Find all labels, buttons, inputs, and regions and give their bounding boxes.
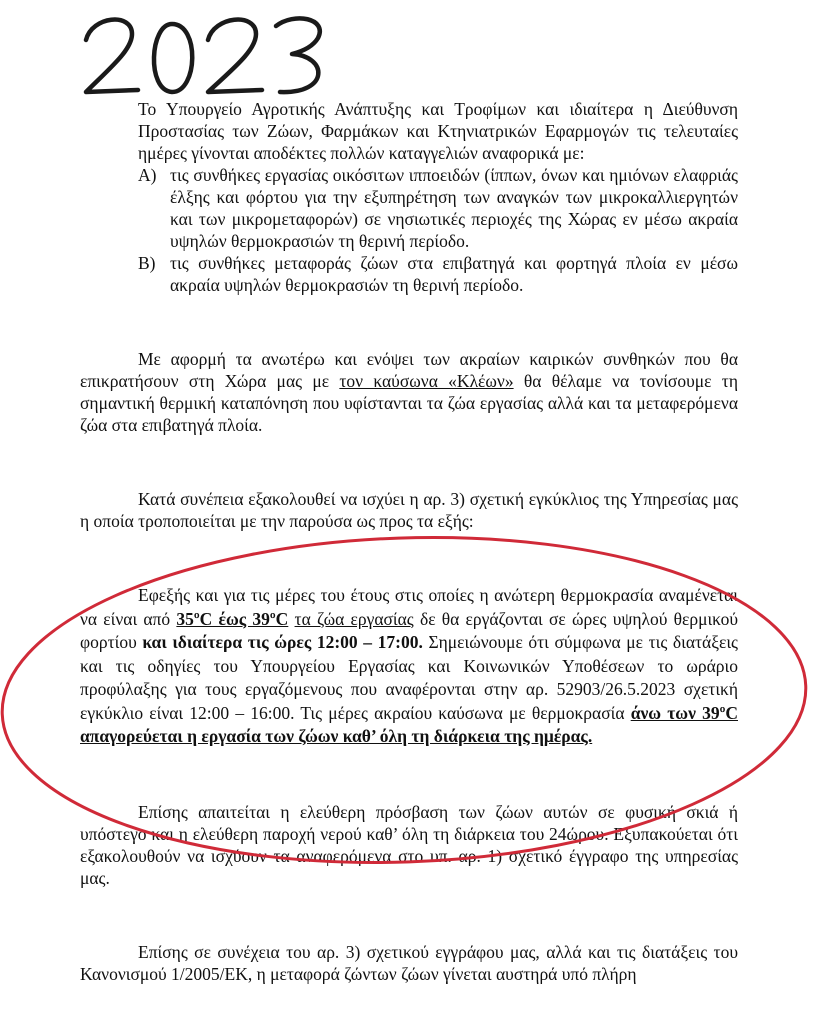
heatwave-name: τον καύσωνα «Κλέων»: [339, 371, 514, 391]
paragraph-circular: Κατά συνέπεια εξακολουθεί να ισχύει η αρ. 3) σχετική εγκύκλιος της Υπηρεσίας μας η οποία τροποποιείται με την παρούσα ως προς τα εξής:: [80, 489, 738, 531]
paragraph-heatwave: Με αφορμή τα ανωτέρω και ενόψει των ακραίων καιρικών συνθηκών που θα επικρατήσουν στη Χώρα μας με τον καύσωνα «Κλέων» θα θέλαμε να τονίσουμε τη σημαντική θερμική καταπόνηση που υφίστανται τα ζώα εργασίας αλλά και τα μεταφερόμενα ζώα στα επιβατηγά πλοία.: [80, 349, 738, 435]
list-item-text: τις συνθήκες μεταφοράς ζώων στα επιβατηγά και φορτηγά πλοία εν μέσω ακραία υψηλών θερμοκρασιών τη θερινή περίοδο.: [170, 253, 738, 295]
list-item-text: τις συνθήκες εργασίας οικόσιτων ιπποειδών (ίππων, όνων και ημιόνων ελαφριάς έλξης και φόρτου για την εξυπηρέτηση των αναγκών των μικροκαλλιεργητών και των μικρομεταφορών) σε νησιωτικές περιοχές της Χώρας εν μέσω ακραία υψηλών θερμοκρασιών τη θερινή περίοδο.: [170, 165, 738, 251]
temperature-range: 35ºC έως 39ºC: [176, 608, 289, 629]
list-item: [80, 252, 738, 296]
document-body: [80, 98, 738, 985]
intro-paragraph: Το Υπουργείο Αγροτικής Ανάπτυξης και Τροφίμων και ιδιαίτερα η Διεύθυνση Προστασίας των Ζώων, Φαρμάκων και Κτηνιατρικών Εφαρμογών τις τελευταίες ημέρες γίνονται αποδέκτες πολλών καταγγελιών αναφορικά με:: [138, 99, 738, 163]
full-day-ban: άνω των 39ºC απαγορεύεται η εργασία των ζώων καθ’ όλη τη διάρκεια της ημέρας.: [80, 702, 738, 746]
handwritten-year: [80, 10, 330, 102]
restricted-hours: και ιδιαίτερα τις ώρες 12:00 – 17:00.: [142, 632, 423, 652]
work-animals-phrase: τα ζώα εργασίας: [294, 608, 414, 629]
paragraph-shade-water: Επίσης απαιτείται η ελεύθερη πρόσβαση των ζώων αυτών σε φυσική σκιά ή υπόστεγο και η ελεύθερη παροχή νερού καθ’ όλη τη διάρκεια του 24ώρου. Εξυπακούεται ότι εξακολουθούν να ισχύουν τα αναφερόμενα στο υπ. αρ. 1) σχετικό έγγραφο της υπηρεσίας μας.: [80, 801, 738, 888]
list-item-label: Β): [138, 253, 156, 273]
paragraph-transport: Επίσης σε συνέχεια του αρ. 3) σχετικού εγγράφου μας, αλλά και τις διατάξεις του Κανονισμού 1/2005/ΕΚ, η μεταφορά ζώντων ζώων γίνεται αυστηρά υπό πλήρη: [80, 941, 738, 984]
list-item-label: Α): [138, 165, 157, 185]
list-item: [80, 164, 738, 252]
paragraph-work-hours: Εφεξής και για τις μέρες του έτους στις οποίες η ανώτερη θερμοκρασία αναμένεται να είναι από 35ºC έως 39ºC τα ζώα εργασίας δε θα εργάζονται σε ώρες υψηλού θερμικού φορτίου και ιδιαίτερα τις ώρες 12:00 – 17:00. Σημειώνουμε ότι σύμφωνα με τις διατάξεις και τις οδηγίες του Υπουργείου Εργασίας και Κοινωνικών Υποθέσεων το ωράριο προφύλαξης για τους εργαζόμενους που αναφέρονται στην αρ. 52903/26.5.2023 σχετική εγκύκλιο είναι 12:00 – 16:00. Τις μέρες ακραίου καύσωνα με θερμοκρασία άνω των 39ºC απαγορεύεται η εργασία των ζώων καθ’ όλη τη διάρκεια της ημέρας.: [80, 585, 739, 746]
